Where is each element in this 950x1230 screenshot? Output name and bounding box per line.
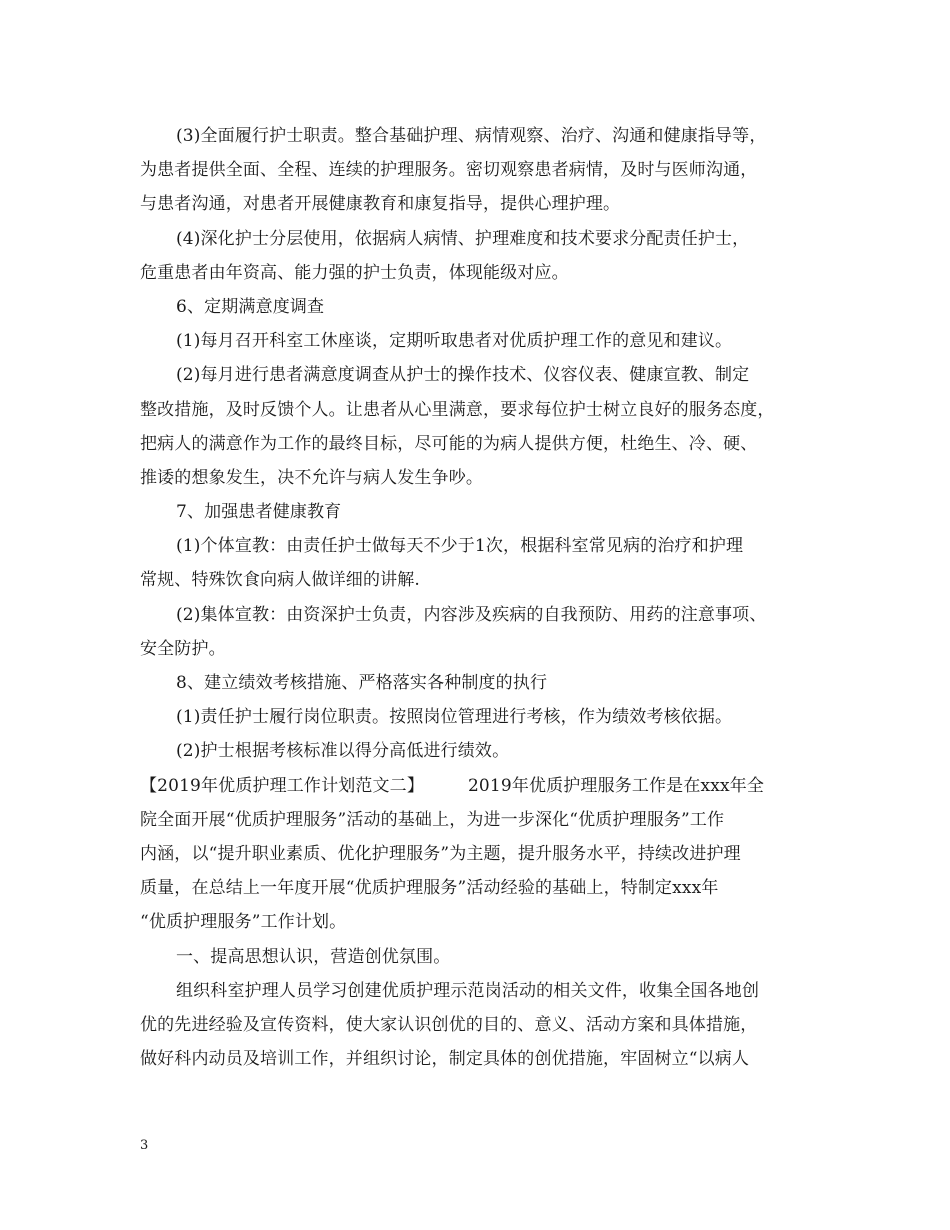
text-line: (4)深化护士分层使用，依据病人病情、护理难度和技术要求分配责任护士， [176, 228, 750, 249]
text-line: 整改措施，及时反馈个人。让患者从心里满意，要求每位护士树立良好的服务态度， [140, 399, 775, 420]
text-line: 2019年优质护理服务工作是在xxx年全 [467, 775, 764, 796]
text-line: 组织科室护理人员学习创建优质护理示范岗活动的相关文件，收集全国各地创 [176, 980, 760, 1001]
text-line: (3)全面履行护士职责。整合基础护理、病情观察、治疗、沟通和健康指导等， [176, 126, 767, 146]
text-line: (2)每月进行患者满意度调查从护士的操作技术、仪容仪表、健康宣教、制定 [176, 365, 750, 386]
text-line: 院全面开展“优质护理服务”活动的基础上，为进一步深化“优质护理服务”工作 [140, 809, 725, 830]
text-line: (2)集体宣教：由资深护士负责，内容涉及疾病的自我预防、用药的注意事项、 [176, 604, 767, 625]
text-line: 质量，在总结上一年度开展“优质护理服务”活动经验的基础上，特制定xxx年 [140, 878, 719, 899]
section-heading: 8、建立绩效考核措施、严格落实各种制度的执行 [176, 673, 548, 693]
section-heading: 一、提高思想认识，营造创优氛围。 [176, 946, 451, 967]
page-number: 3 [140, 1138, 149, 1153]
section-title-line [140, 769, 830, 803]
text-line: (1)责任护士履行岗位职责。按照岗位管理进行考核，作为绩效考核依据。 [176, 707, 733, 728]
text-line: 安全防护。 [140, 638, 226, 659]
text-line: 危重患者由年资高、能力强的护士负责，体现能级对应。 [140, 262, 569, 283]
text-line: 与患者沟通，对患者开展健康教育和康复指导，提供心理护理。 [140, 194, 621, 215]
text-line: 把病人的满意作为工作的最终目标，尽可能的为病人提供方便，杜绝生、冷、硬、 [140, 433, 758, 454]
text-line: (2)护士根据考核标准以得分高低进行绩效。 [176, 741, 510, 762]
section-heading: 6、定期满意度调查 [176, 296, 325, 317]
text-line: 内涵，以“提升职业素质、优化护理服务”为主题，提升服务水平，持续改进护理 [140, 843, 741, 864]
text-line: 优的先进经验及宣传资料，使大家认识创优的目的、意义、活动方案和具体措施， [140, 1014, 758, 1035]
text-line: (1)每月召开科室工休座谈，定期听取患者对优质护理工作的意见和建议。 [176, 331, 733, 352]
text-line: 常规、特殊饮食向病人做详细的讲解. [140, 570, 420, 591]
document-body [140, 119, 830, 1076]
text-line: 做好科内动员及培训工作，并组织讨论，制定具体的创优措施，牢固树立“以病人 [140, 1049, 750, 1070]
section-heading: 7、加强患者健康教育 [176, 502, 342, 523]
text-line: “优质护理服务”工作计划。 [140, 912, 347, 933]
text-line: 推诿的想象发生，决不允许与病人发生争吵。 [140, 467, 483, 488]
section-title: 【2019年优质护理工作计划范文二】 [140, 775, 424, 796]
text-line: 为患者提供全面、全程、连续的护理服务。密切观察患者病情，及时与医师沟通， [140, 160, 758, 181]
text-line: (1)个体宣教：由责任护士做每天不少于1次，根据科室常见病的治疗和护理 [176, 536, 744, 557]
